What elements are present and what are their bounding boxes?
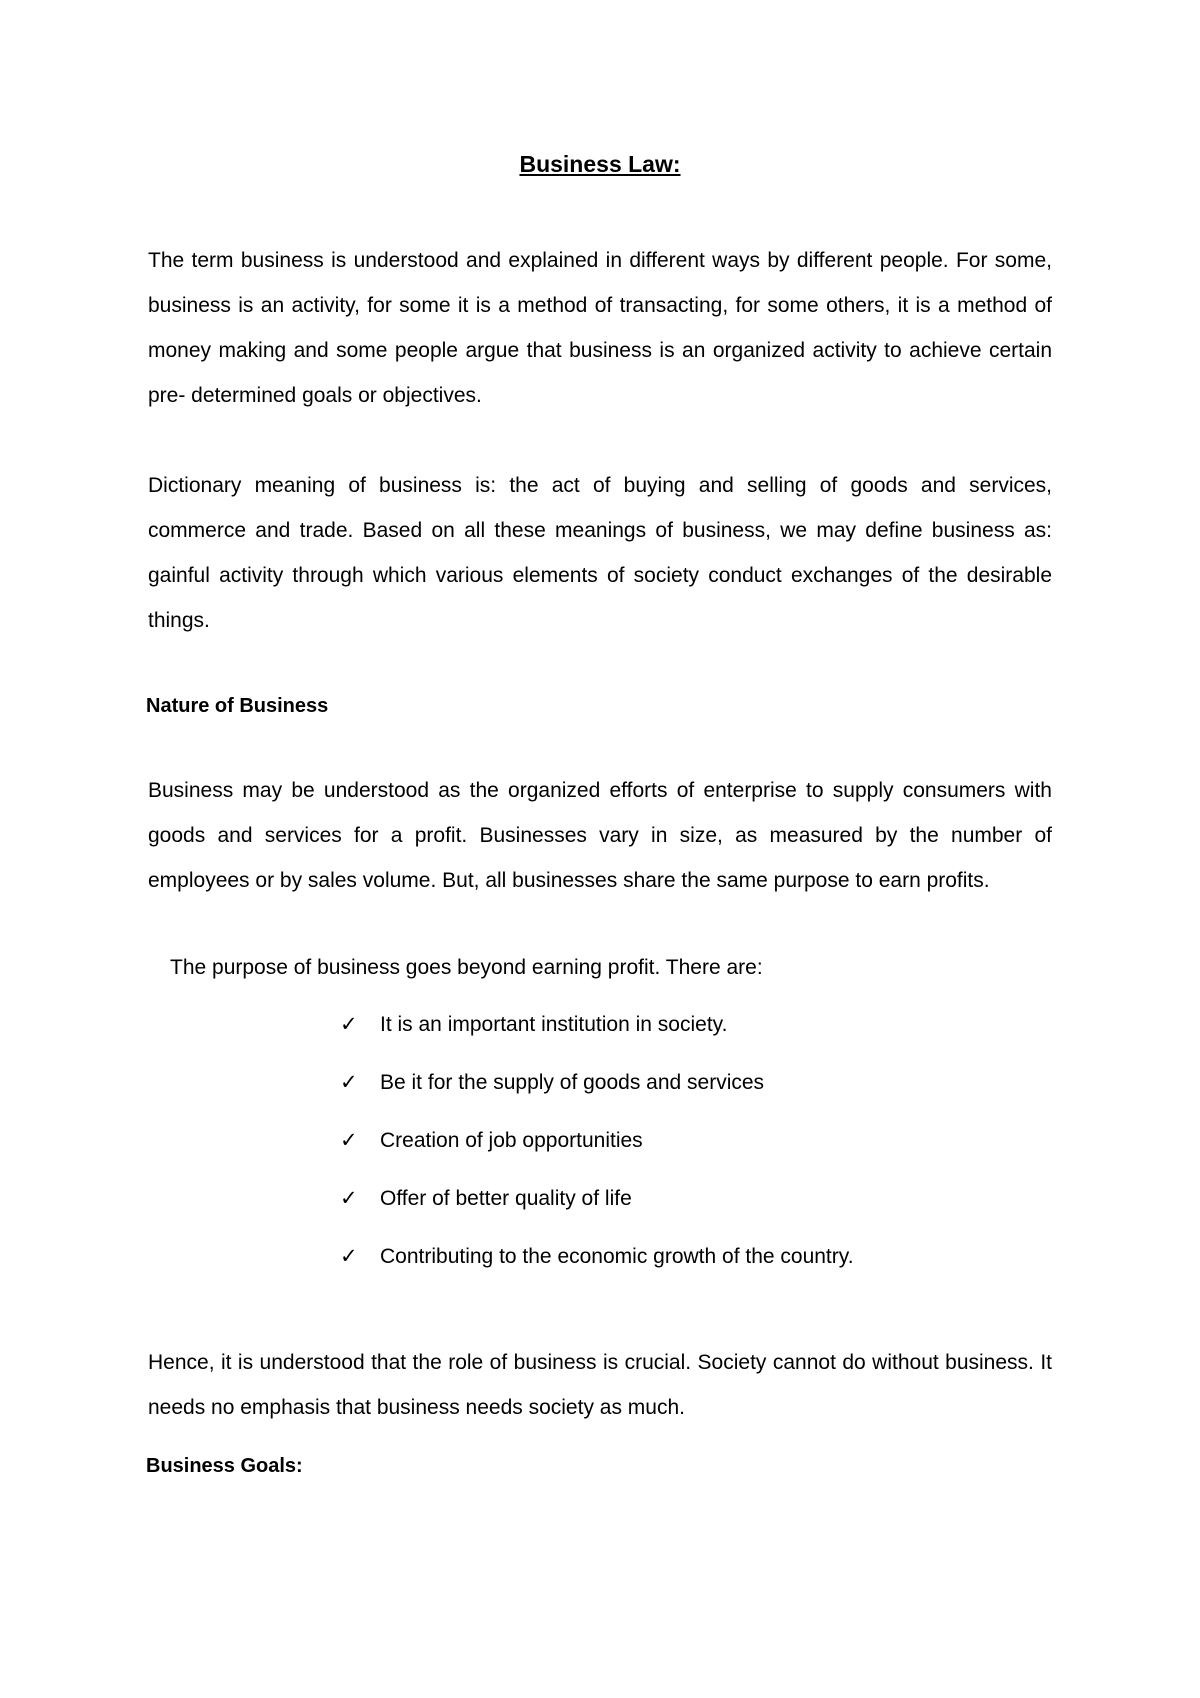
checkmark-icon: ✓ [340, 1071, 358, 1094]
intro-paragraph: The term business is understood and explained in different ways by different people. For some, business is an activity, for some it is a method of transacting, for some others, it is a method of money making and some people argue that business is an organized activity to achieve certain pre- determined goals or objectives. [148, 249, 1052, 407]
business-goals-heading: Business Goals: [146, 1455, 303, 1477]
checkmark-icon: ✓ [340, 1187, 358, 1210]
checklist-item-text: Contributing to the economic growth of the country. [380, 1245, 854, 1268]
checklist-item [340, 1184, 854, 1242]
nature-paragraph: Business may be understood as the organized efforts of enterprise to supply consumers with goods and services for a profit. Businesses vary in size, as measured by the number of employees or by sales volume. But, all businesses share the same purpose to earn profits. [148, 779, 1052, 892]
purpose-intro: The purpose of business goes beyond earning profit. There are: [170, 956, 763, 979]
nature-of-business-heading: Nature of Business [146, 695, 329, 717]
document-title: Business Law: [519, 151, 681, 177]
checkmark-icon: ✓ [340, 1129, 358, 1152]
checklist-item-text: Creation of job opportunities [380, 1129, 643, 1152]
checklist-item [340, 1126, 854, 1184]
checkmark-icon: ✓ [340, 1245, 358, 1268]
checklist-item [340, 1068, 854, 1126]
checklist-item-text: Offer of better quality of life [380, 1187, 632, 1210]
purpose-checklist [340, 1010, 854, 1300]
checklist-item-text: Be it for the supply of goods and services [380, 1071, 765, 1094]
dictionary-paragraph: Dictionary meaning of business is: the act of buying and selling of goods and services, commerce and trade. Based on all these meanings of business, we may define business as: gainful activity through which various elements of society conduct exchanges of the desirable things. [148, 474, 1052, 632]
checklist-item [340, 1010, 854, 1068]
checklist-item [340, 1242, 854, 1300]
conclusion-paragraph: Hence, it is understood that the role of business is crucial. Society cannot do without business. It needs no emphasis that business needs society as much. [148, 1351, 1052, 1419]
checklist-item-text: It is an important institution in society. [380, 1013, 728, 1036]
checkmark-icon: ✓ [340, 1013, 358, 1036]
